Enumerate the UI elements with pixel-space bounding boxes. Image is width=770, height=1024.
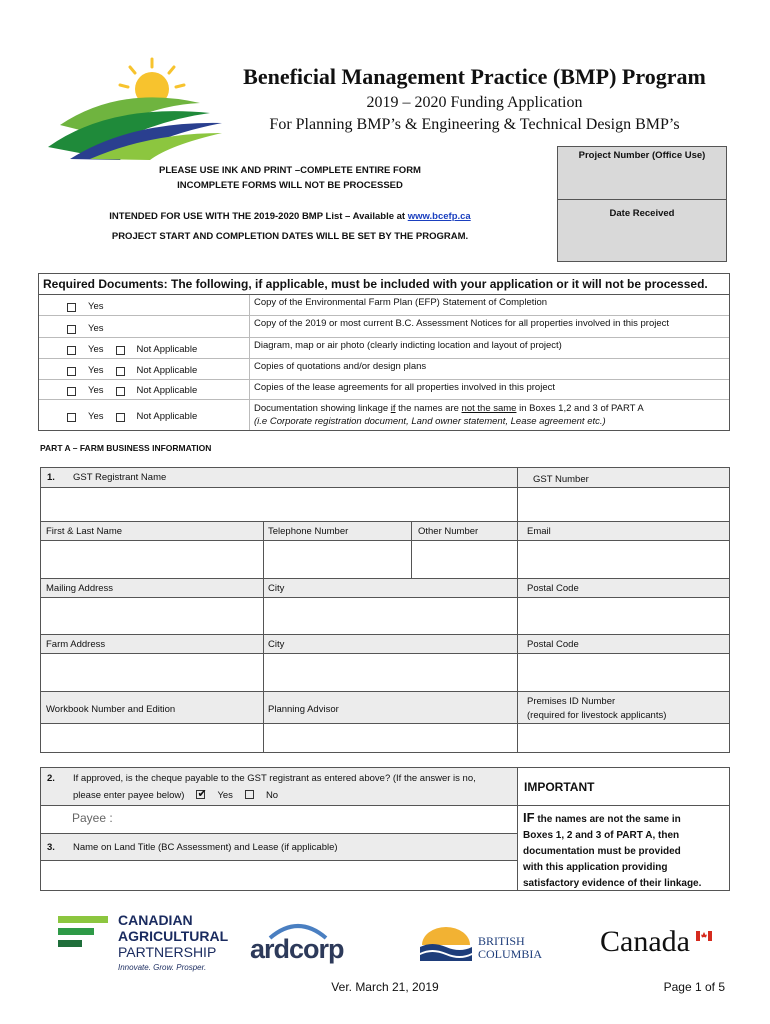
mailing-postal-code-input[interactable]: [518, 598, 729, 633]
workbook-label: Workbook Number and Edition: [46, 704, 176, 715]
farm-address-label: Farm Address: [46, 639, 106, 650]
canada-flag-icon: [696, 931, 712, 941]
workbook-input[interactable]: [41, 724, 262, 752]
mailing-postal-code-label: Postal Code: [527, 583, 579, 594]
cheque-yes-checkbox[interactable]: [196, 790, 205, 799]
planning-advisor-label: Planning Advisor: [268, 704, 339, 715]
linkage-yes-checkbox[interactable]: [67, 413, 76, 422]
instruction-ink: PLEASE USE INK AND PRINT –COMPLETE ENTIRE FORM: [159, 165, 421, 176]
payee-input[interactable]: [130, 808, 515, 831]
important-notice: IF the names are not the same in Boxes 1, 2 and 3 of PART A, then documentation must be provided with this application providing satisfactory evidence of their linkage.: [523, 810, 702, 889]
planning-advisor-input[interactable]: [264, 724, 516, 752]
other-number-label: Other Number: [418, 526, 479, 537]
farm-address-input[interactable]: [41, 654, 262, 690]
required-row-lease: Yes Not Applicable Copies of the lease agreements for all properties involved in this project: [39, 380, 729, 400]
mailing-address-input[interactable]: [41, 598, 262, 633]
farm-postal-code-label: Postal Code: [527, 639, 579, 650]
required-row-efp: Yes Copy of the Environmental Farm Plan (EFP) Statement of Completion: [39, 295, 729, 316]
gst-registrant-name-input[interactable]: [41, 488, 516, 520]
section-2-number: 2.: [47, 773, 55, 784]
payee-label: Payee :: [72, 811, 113, 825]
lease-yes-checkbox[interactable]: [67, 387, 76, 396]
first-last-name-input[interactable]: [41, 541, 262, 577]
required-documents-heading: Required Documents: The following, if applicable, must be included with your application or it will not be processed.: [39, 274, 729, 295]
quotations-yes-checkbox[interactable]: [67, 367, 76, 376]
linkage-na-checkbox[interactable]: [116, 413, 125, 422]
mailing-city-input[interactable]: [264, 598, 516, 633]
farm-city-input[interactable]: [264, 654, 516, 690]
required-row-quotations: Yes Not Applicable Copies of quotations and/or design plans: [39, 359, 729, 380]
project-number-label: Project Number (Office Use): [578, 150, 706, 161]
cheque-question-line2: please enter payee below)✔ Yes No: [73, 790, 278, 801]
section-3-number: 3.: [47, 842, 55, 853]
telephone-input[interactable]: [264, 541, 410, 577]
british-columbia-logo: BRITISH COLUMBIA: [418, 925, 548, 970]
other-number-input[interactable]: [412, 541, 516, 577]
assessment-yes-checkbox[interactable]: [67, 325, 76, 334]
required-documents-table: [38, 273, 730, 431]
farm-postal-code-input[interactable]: [518, 654, 729, 690]
cheque-no-checkbox[interactable]: [245, 790, 254, 799]
instruction-incomplete: INCOMPLETE FORMS WILL NOT BE PROCESSED: [177, 180, 403, 191]
farm-city-label: City: [268, 639, 285, 650]
mailing-address-label: Mailing Address: [46, 583, 114, 594]
date-received-label: Date Received: [609, 208, 675, 219]
gst-number-label: GST Number: [533, 474, 589, 485]
bc-sun-icon: [418, 925, 474, 961]
form-title: Beneficial Management Practice (BMP) Program: [243, 64, 706, 89]
telephone-label: Telephone Number: [268, 526, 349, 537]
mailing-city-label: City: [268, 583, 285, 594]
required-row-assessment: Yes Copy of the 2019 or most current B.C. Assessment Notices for all properties involved in this project: [39, 316, 729, 338]
ardcorp-logo: ardcorp: [250, 920, 350, 980]
email-input[interactable]: [518, 541, 729, 577]
diagram-yes-checkbox[interactable]: [67, 346, 76, 355]
bcefp-link[interactable]: www.bcefp.ca: [407, 211, 471, 222]
gst-registrant-name-label: GST Registrant Name: [73, 472, 167, 483]
cheque-question-line1: If approved, is the cheque payable to the GST registrant as entered above? (If the answer is no,: [73, 773, 476, 784]
form-version: Ver. March 21, 2019: [331, 980, 439, 994]
required-row-linkage: Yes Not Applicable Documentation showing linkage if the names are not the same in Boxes 1,2 and 3 of PART A (i.e Corporate registration document, Land owner statement, Lease agreement etc.): [39, 400, 729, 430]
bmp-program-logo: [40, 55, 225, 160]
instruction-dates: PROJECT START AND COMPLETION DATES WILL BE SET BY THE PROGRAM.: [111, 231, 469, 242]
premises-id-label: Premises ID Number: [527, 696, 616, 707]
diagram-na-checkbox[interactable]: [116, 346, 125, 355]
lease-na-checkbox[interactable]: [116, 387, 125, 396]
page-number: Page 1 of 5: [663, 980, 725, 994]
gst-number-input[interactable]: [518, 488, 729, 520]
important-heading: IMPORTANT: [524, 780, 595, 794]
quotations-na-checkbox[interactable]: [116, 367, 125, 376]
land-title-label: Name on Land Title (BC Assessment) and Lease (if applicable): [73, 842, 338, 853]
form-subtitle-scope: For Planning BMP’s & Engineering & Technical Design BMP’s: [269, 116, 680, 133]
form-subtitle-funding: 2019 – 2020 Funding Application: [366, 94, 583, 111]
efp-yes-checkbox[interactable]: [67, 303, 76, 312]
section-1-number: 1.: [47, 472, 55, 483]
canada-wordmark: Canada: [600, 925, 690, 958]
office-use-box: [557, 146, 727, 262]
premises-id-input[interactable]: [518, 724, 729, 752]
required-row-diagram: Yes Not Applicable Diagram, map or air photo (clearly indicting location and layout of project): [39, 338, 729, 359]
instruction-bmp-list: INTENDED FOR USE WITH THE 2019-2020 BMP List – Available at www.bcefp.ca: [109, 211, 471, 222]
premises-id-note: (required for livestock applicants): [527, 710, 667, 721]
land-title-input[interactable]: [41, 861, 516, 890]
email-label: Email: [527, 526, 551, 537]
first-last-name-label: First & Last Name: [46, 526, 123, 537]
canadian-agricultural-partnership-logo: CANADIAN AGRICULTURAL PARTNERSHIP Innovate. Grow. Prosper.: [58, 912, 198, 976]
part-a-title: PART A – FARM BUSINESS INFORMATION: [40, 443, 212, 453]
